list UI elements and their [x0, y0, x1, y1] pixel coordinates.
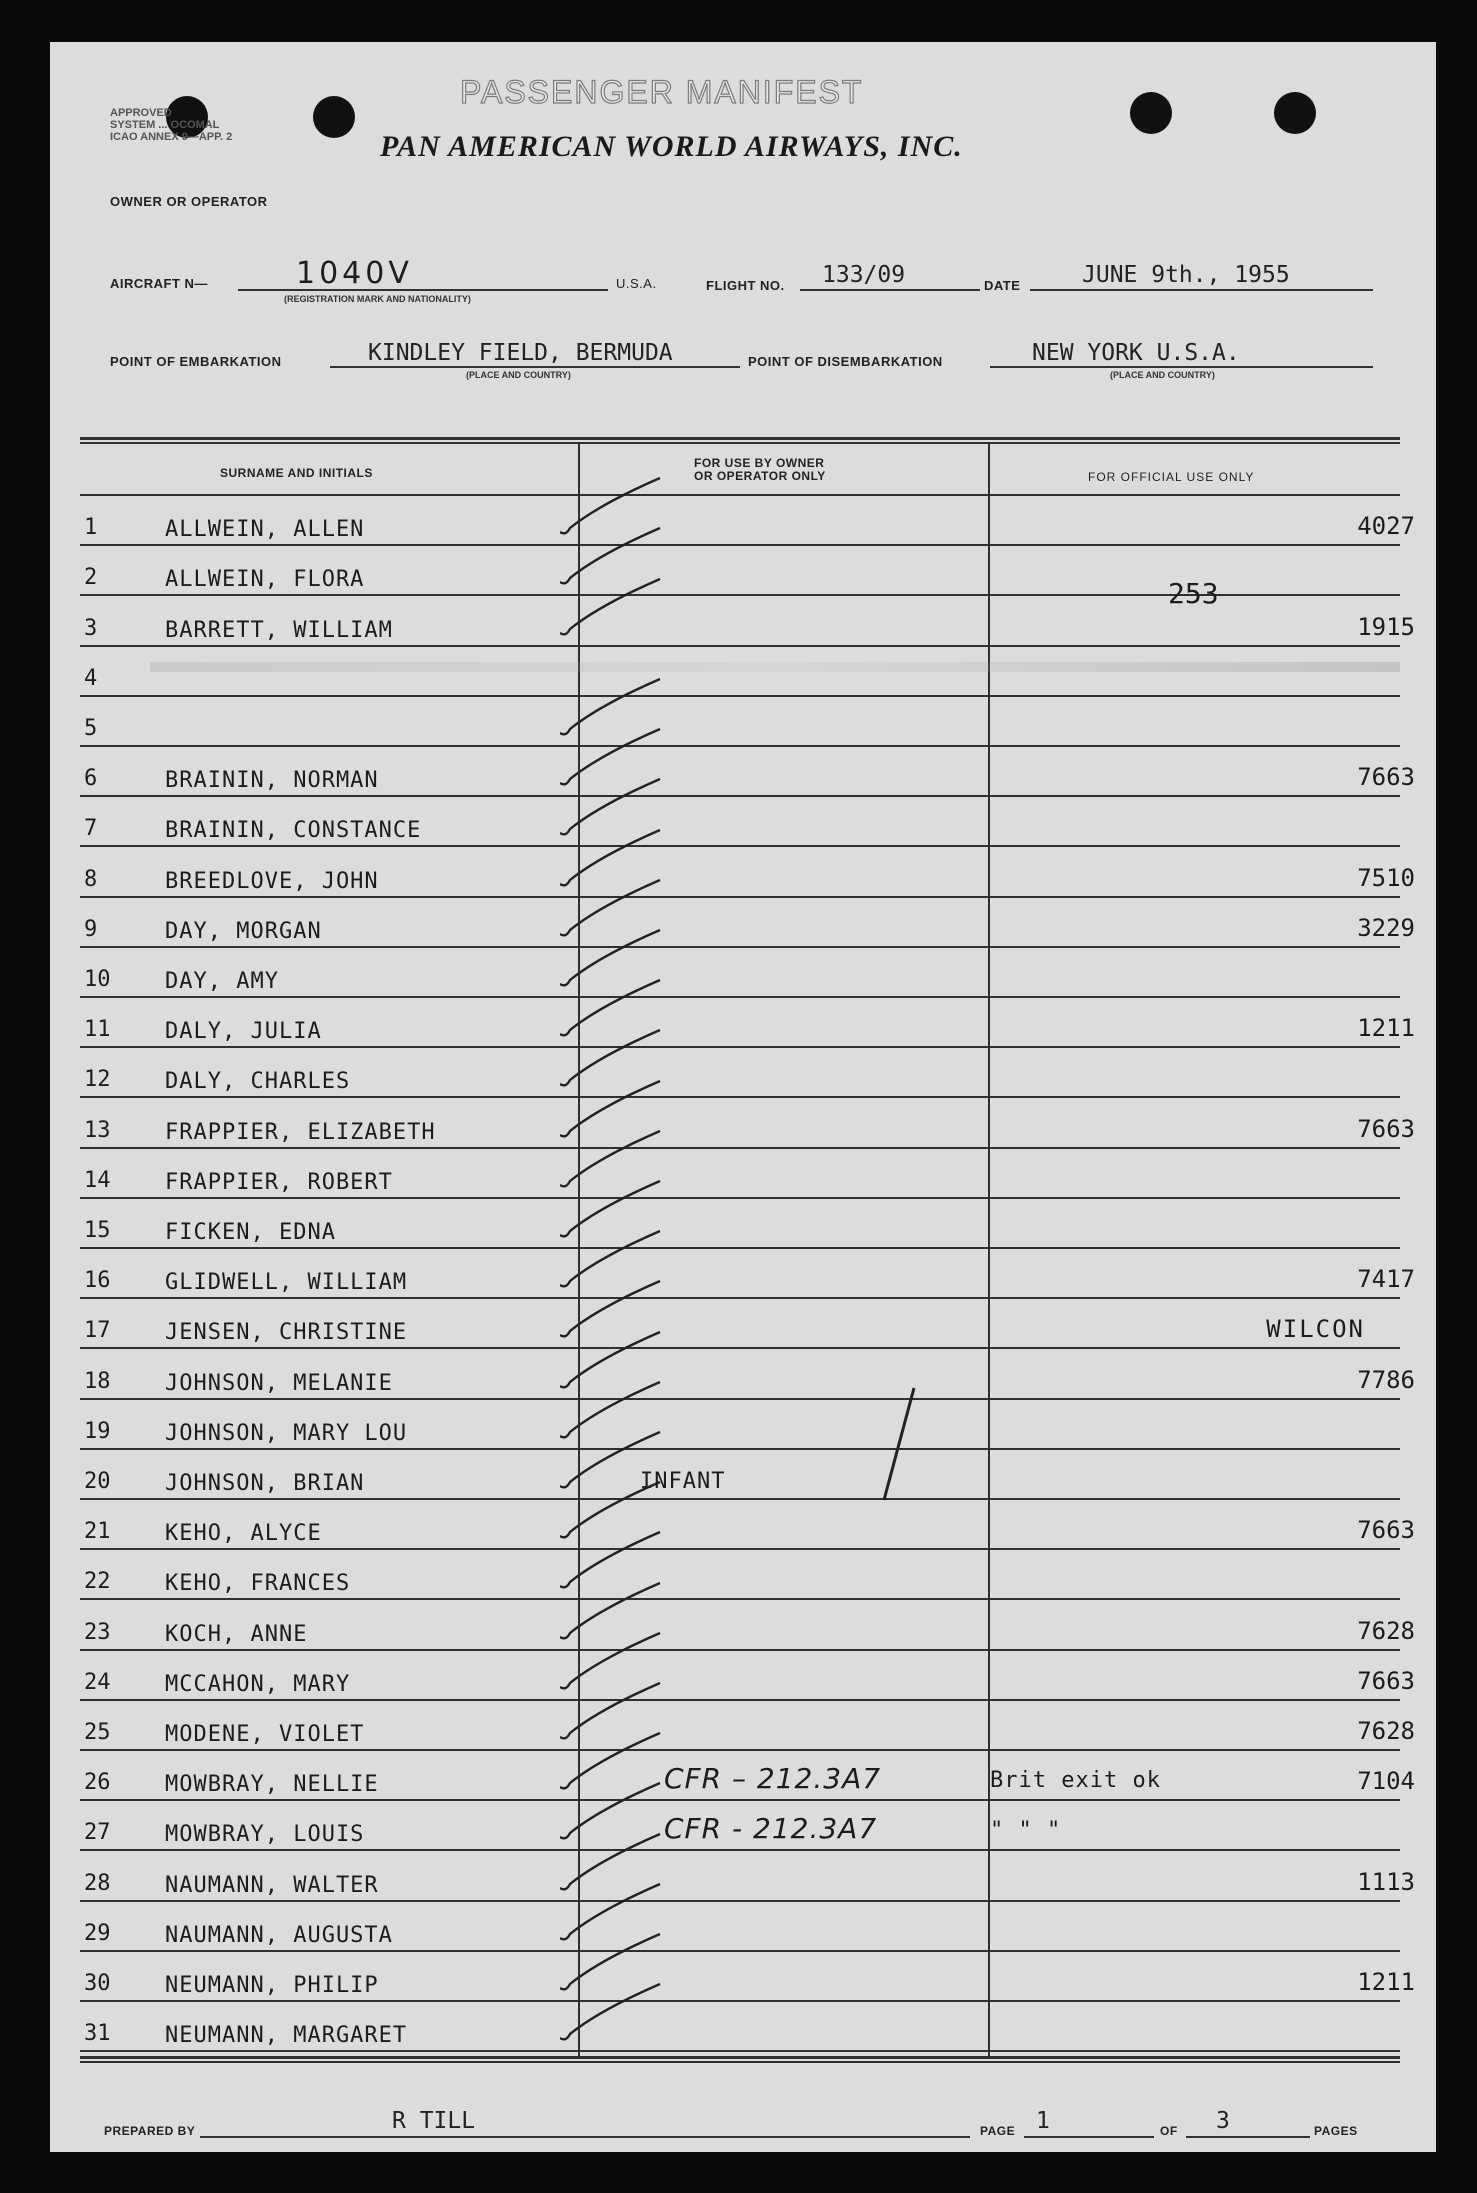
row-number: 21 — [84, 1519, 111, 1545]
prepared-label: PREPARED BY — [104, 2124, 196, 2138]
row-number: 12 — [84, 1067, 111, 1093]
official-code: 7663 — [1357, 1114, 1415, 1143]
form-title: PASSENGER MANIFEST — [460, 74, 864, 110]
owner-note: CFR – 212.3A7 — [664, 1762, 882, 1796]
row-number: 17 — [84, 1318, 111, 1344]
passenger-name: JENSEN, CHRISTINE — [165, 1320, 408, 1346]
row-number: 30 — [84, 1970, 111, 1996]
passenger-name: KEHO, FRANCES — [165, 1571, 351, 1597]
official-code: WILCON — [1266, 1315, 1365, 1344]
row-number: 3 — [84, 615, 98, 641]
passenger-name: MCCAHON, MARY — [165, 1671, 351, 1697]
row-number: 2 — [84, 565, 98, 591]
embark-label: POINT OF EMBARKATION — [110, 354, 282, 369]
embark-sub: (PLACE AND COUNTRY) — [466, 370, 571, 380]
passenger-name: MOWBRAY, LOUIS — [165, 1822, 365, 1848]
row-number: 31 — [84, 2021, 111, 2047]
row-number: 28 — [84, 1870, 111, 1896]
passenger-name: BRAININ, CONSTANCE — [165, 818, 422, 844]
row-number: 1 — [84, 515, 98, 541]
approval-line: SYSTEM ... OCOMAL — [110, 119, 220, 131]
passenger-name: KOCH, ANNE — [165, 1621, 308, 1647]
passenger-name: FRAPPIER, ROBERT — [165, 1169, 393, 1195]
owner-note: CFR - 212.3A7 — [664, 1812, 878, 1846]
passenger-name: DALY, JULIA — [165, 1019, 322, 1045]
embark-value: KINDLEY FIELD, BERMUDA — [368, 340, 673, 366]
passenger-name: MODENE, VIOLET — [165, 1721, 365, 1747]
passenger-name: DAY, AMY — [165, 968, 279, 994]
flight-value: 133/09 — [822, 262, 906, 288]
passenger-name: JOHNSON, MARY LOU — [165, 1420, 408, 1446]
row-number: 16 — [84, 1268, 111, 1294]
row-number: 7 — [84, 816, 98, 842]
col-owner-use-2: OR OPERATOR ONLY — [694, 469, 826, 483]
disembark-value: NEW YORK U.S.A. — [1032, 340, 1240, 366]
row-number: 13 — [84, 1117, 111, 1143]
row-number: 6 — [84, 766, 98, 792]
official-code: 1211 — [1357, 1967, 1415, 1996]
flight-label: FLIGHT NO. — [706, 278, 785, 293]
passenger-name: NEUMANN, PHILIP — [165, 1972, 379, 1998]
row-number: 19 — [84, 1418, 111, 1444]
col-surname: SURNAME AND INITIALS — [220, 466, 373, 480]
passenger-name: ALLWEIN, FLORA — [165, 567, 365, 593]
official-code: 1915 — [1357, 612, 1415, 641]
passenger-name: FICKEN, EDNA — [165, 1219, 336, 1245]
official-note: Brit exit ok — [990, 1768, 1161, 1794]
page-label: PAGE — [980, 2124, 1016, 2138]
row-number: 4 — [84, 665, 98, 691]
usa-label: U.S.A. — [616, 276, 657, 291]
row-number: 5 — [84, 715, 98, 741]
row-number: 25 — [84, 1719, 111, 1745]
official-code: 7417 — [1357, 1265, 1415, 1294]
row-number: 20 — [84, 1468, 111, 1494]
passenger-name: GLIDWELL, WILLIAM — [165, 1270, 408, 1296]
aircraft-value: 1040V — [296, 256, 413, 291]
passenger-name: BRAININ, NORMAN — [165, 768, 379, 794]
page-value: 1 — [1036, 2108, 1050, 2134]
owner-label: OWNER OR OPERATOR — [110, 194, 268, 209]
passenger-name: JOHNSON, BRIAN — [165, 1470, 365, 1496]
col-owner-use: FOR USE BY OWNER — [694, 456, 825, 470]
passenger-name: NAUMANN, WALTER — [165, 1872, 379, 1898]
passenger-name: BARRETT, WILLIAM — [165, 617, 393, 643]
row-number: 22 — [84, 1569, 111, 1595]
passenger-name: DALY, CHARLES — [165, 1069, 351, 1095]
passenger-name: ALLWEIN, ALLEN — [165, 517, 365, 543]
row-number: 14 — [84, 1167, 111, 1193]
company-name: PAN AMERICAN WORLD AIRWAYS, INC. — [380, 130, 963, 163]
row-number: 27 — [84, 1820, 111, 1846]
official-note: " " " — [990, 1818, 1062, 1844]
of-label: OF — [1160, 2124, 1178, 2138]
row-number: 23 — [84, 1619, 111, 1645]
official-code: 7104 — [1357, 1767, 1415, 1796]
official-code: 1211 — [1357, 1014, 1415, 1043]
disembark-sub: (PLACE AND COUNTRY) — [1110, 370, 1215, 380]
disembark-label: POINT OF DISEMBARKATION — [748, 354, 943, 369]
approval-line: ICAO ANNEX 9—APP. 2 — [110, 131, 233, 143]
official-code: 3229 — [1357, 913, 1415, 942]
pages-label: PAGES — [1314, 2124, 1358, 2138]
official-code: 7663 — [1357, 1666, 1415, 1695]
passenger-name: NEUMANN, MARGARET — [165, 2023, 408, 2049]
passenger-name: FRAPPIER, ELIZABETH — [165, 1119, 436, 1145]
date-value: JUNE 9th., 1955 — [1082, 262, 1290, 288]
official-code: 7510 — [1357, 863, 1415, 892]
row-number: 9 — [84, 916, 98, 942]
of-value: 3 — [1216, 2108, 1230, 2134]
row-number: 18 — [84, 1368, 111, 1394]
official-code: 7628 — [1357, 1716, 1415, 1745]
passenger-name: BREEDLOVE, JOHN — [165, 868, 379, 894]
row-number: 10 — [84, 966, 111, 992]
official-code: 4027 — [1357, 512, 1415, 541]
passenger-name: JOHNSON, MELANIE — [165, 1370, 393, 1396]
owner-note: INFANT — [640, 1468, 726, 1494]
row-number: 26 — [84, 1770, 111, 1796]
official-code: 253 — [1168, 577, 1219, 611]
official-code: 7628 — [1357, 1616, 1415, 1645]
col-official: FOR OFFICIAL USE ONLY — [1088, 470, 1255, 484]
approval-line: APPROVED — [110, 107, 172, 119]
official-code: 1113 — [1357, 1867, 1415, 1896]
date-label: DATE — [984, 278, 1021, 293]
passenger-name: KEHO, ALYCE — [165, 1521, 322, 1547]
row-number: 15 — [84, 1217, 111, 1243]
official-code: 7663 — [1357, 1516, 1415, 1545]
row-number: 24 — [84, 1669, 111, 1695]
prepared-value: R TILL — [392, 2108, 476, 2134]
passenger-name: NAUMANN, AUGUSTA — [165, 1922, 393, 1948]
official-code: 7663 — [1357, 763, 1415, 792]
passenger-name: MOWBRAY, NELLIE — [165, 1772, 379, 1798]
passenger-name: DAY, MORGAN — [165, 918, 322, 944]
row-number: 8 — [84, 866, 98, 892]
aircraft-label: AIRCRAFT N— — [110, 276, 208, 291]
official-code: 7786 — [1357, 1365, 1415, 1394]
row-number: 11 — [84, 1017, 111, 1043]
aircraft-sub: (REGISTRATION MARK AND NATIONALITY) — [284, 294, 471, 304]
row-number: 29 — [84, 1920, 111, 1946]
